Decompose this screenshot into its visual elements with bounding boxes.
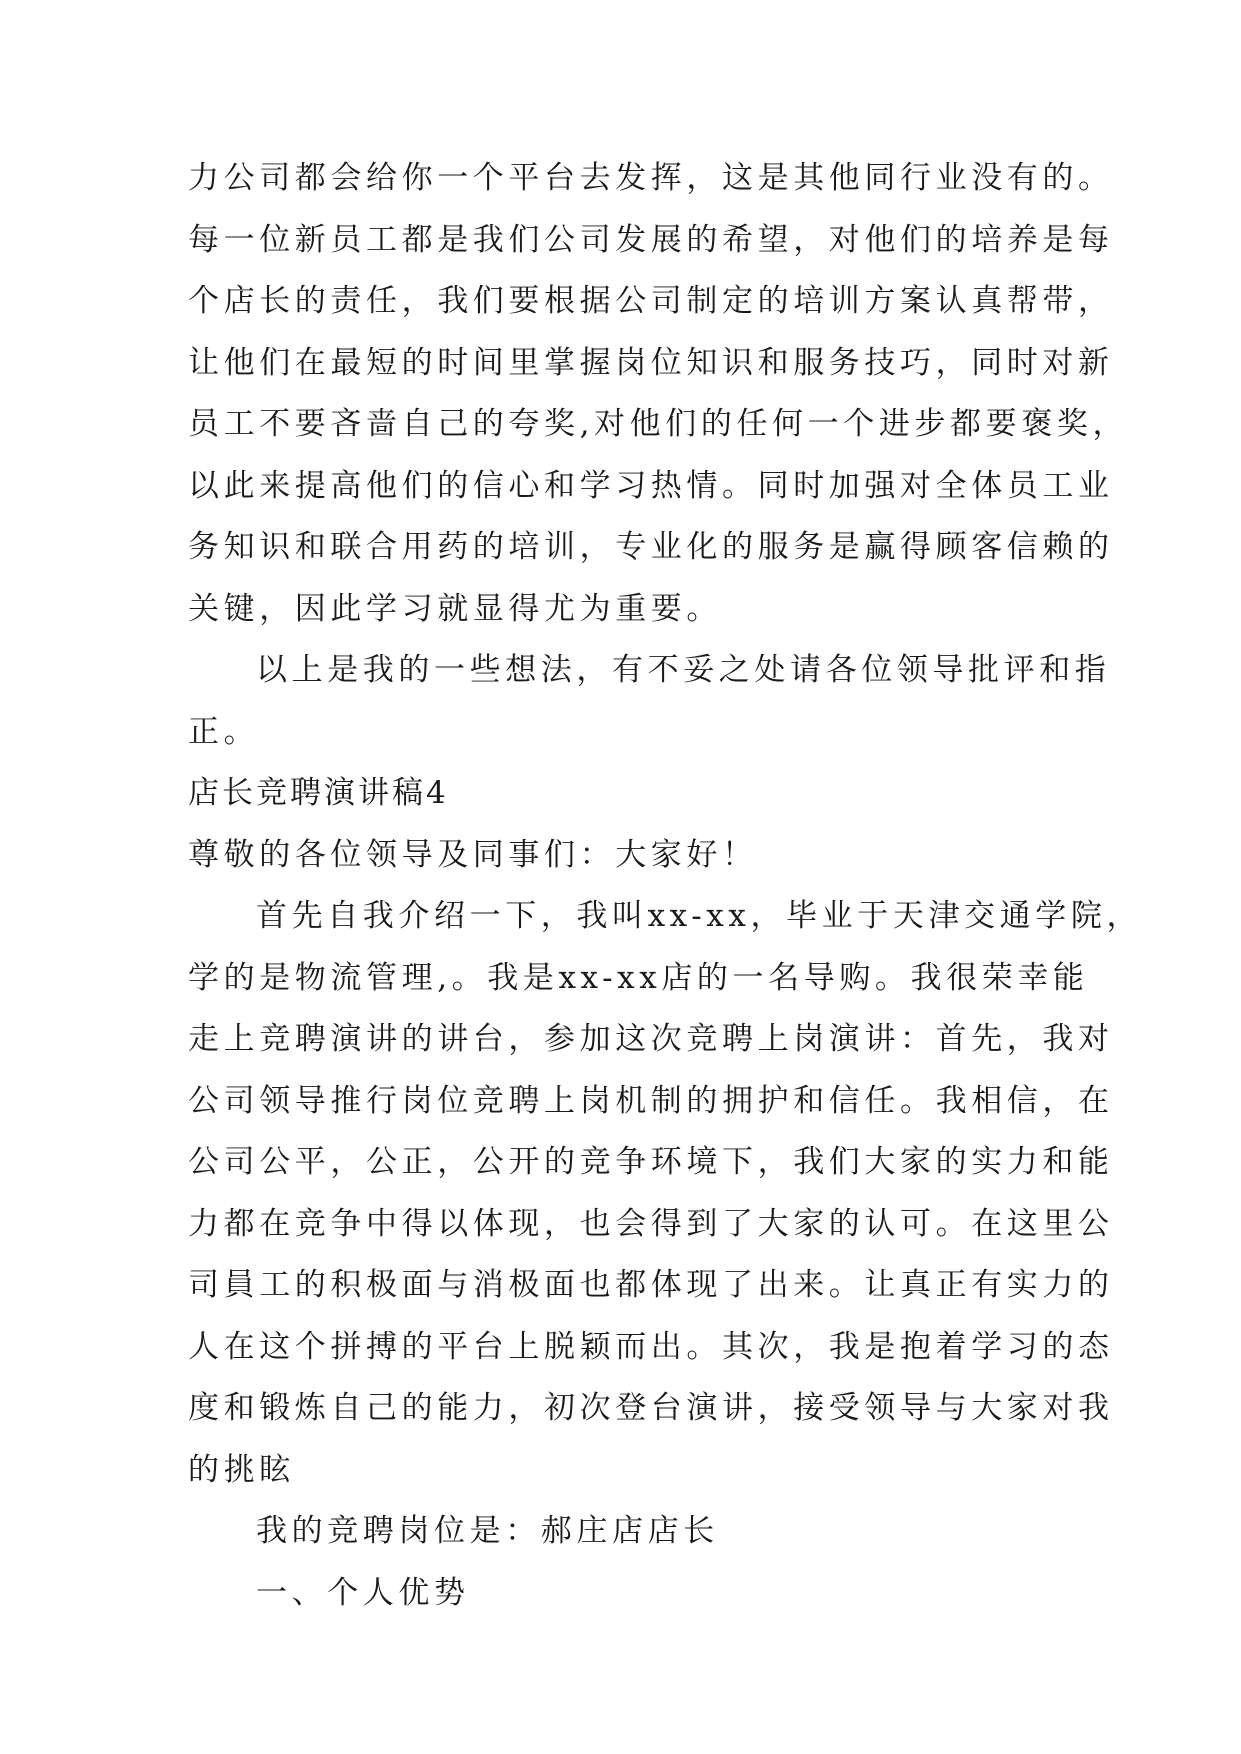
- text-line: 让他们在最短的时间里掌握岗位知识和服务技巧，同时对新: [188, 344, 1114, 381]
- salutation-line: 尊敬的各位领导及同事们：大家好！: [188, 836, 758, 873]
- text-line: 正。: [188, 713, 260, 750]
- paragraph-start-line: 首先自我介绍一下，我叫xx-xx，毕业于天津交通学院，: [256, 898, 1143, 934]
- text-line: 走上竞聘演讲的讲台，参加这次竞聘上岗演讲：首先，我对: [188, 1021, 1114, 1057]
- section-heading: 店长竞聘演讲稿4: [188, 775, 449, 811]
- text-line: 以此来提高他们的信心和学习热情。同时加强对全体员工业: [188, 467, 1114, 504]
- text-line: 度和锻炼自己的能力，初次登台演讲，接受领导与大家对我: [188, 1390, 1114, 1426]
- text-line: 力公司都会给你一个平台去发挥，这是其他同行业没有的。: [188, 160, 1114, 196]
- subsection-heading: 一、个人优势: [256, 1574, 470, 1611]
- text-line: 个店长的责任，我们要根据公司制定的培训方案认真帮带，: [188, 283, 1114, 319]
- text-line: 公司领导推行岗位竞聘上岗机制的拥护和信任。我相信，在: [188, 1082, 1114, 1119]
- text-line: 务知识和联合用药的培训，专业化的服务是赢得顾客信赖的: [188, 529, 1114, 565]
- text-line: 公司公平，公正，公开的竞争环境下，我们大家的实力和能: [188, 1144, 1114, 1180]
- paragraph-start-line: 以上是我的一些想法，有不妥之处请各位领导批评和指: [256, 652, 1111, 688]
- text-line: 司員工的积极面与消极面也都体现了出来。让真正有实力的: [188, 1267, 1114, 1303]
- text-line: 力都在竞争中得以体现，也会得到了大家的认可。在这里公: [188, 1205, 1114, 1242]
- text-line: 人在这个拼搏的平台上脱颖而出。其次，我是抱着学习的态: [188, 1328, 1114, 1365]
- text-line: 学的是物流管理,。我是xx-xx店的一名导购。我很荣幸能: [188, 959, 1089, 996]
- text-line: 的挑眩: [188, 1451, 295, 1488]
- text-line: 关键，因此学习就显得尤为重要。: [188, 590, 722, 627]
- paragraph-start-line: 我的竞聘岗位是：郝庄店店长: [256, 1513, 719, 1549]
- text-line: 每一位新员工都是我们公司发展的希望，对他们的培养是每: [188, 221, 1114, 258]
- text-line: 员工不要吝啬自己的夸奖,对他们的任何一个进步都要褒奖，: [188, 406, 1129, 442]
- document-page: [188, 148, 1143, 1624]
